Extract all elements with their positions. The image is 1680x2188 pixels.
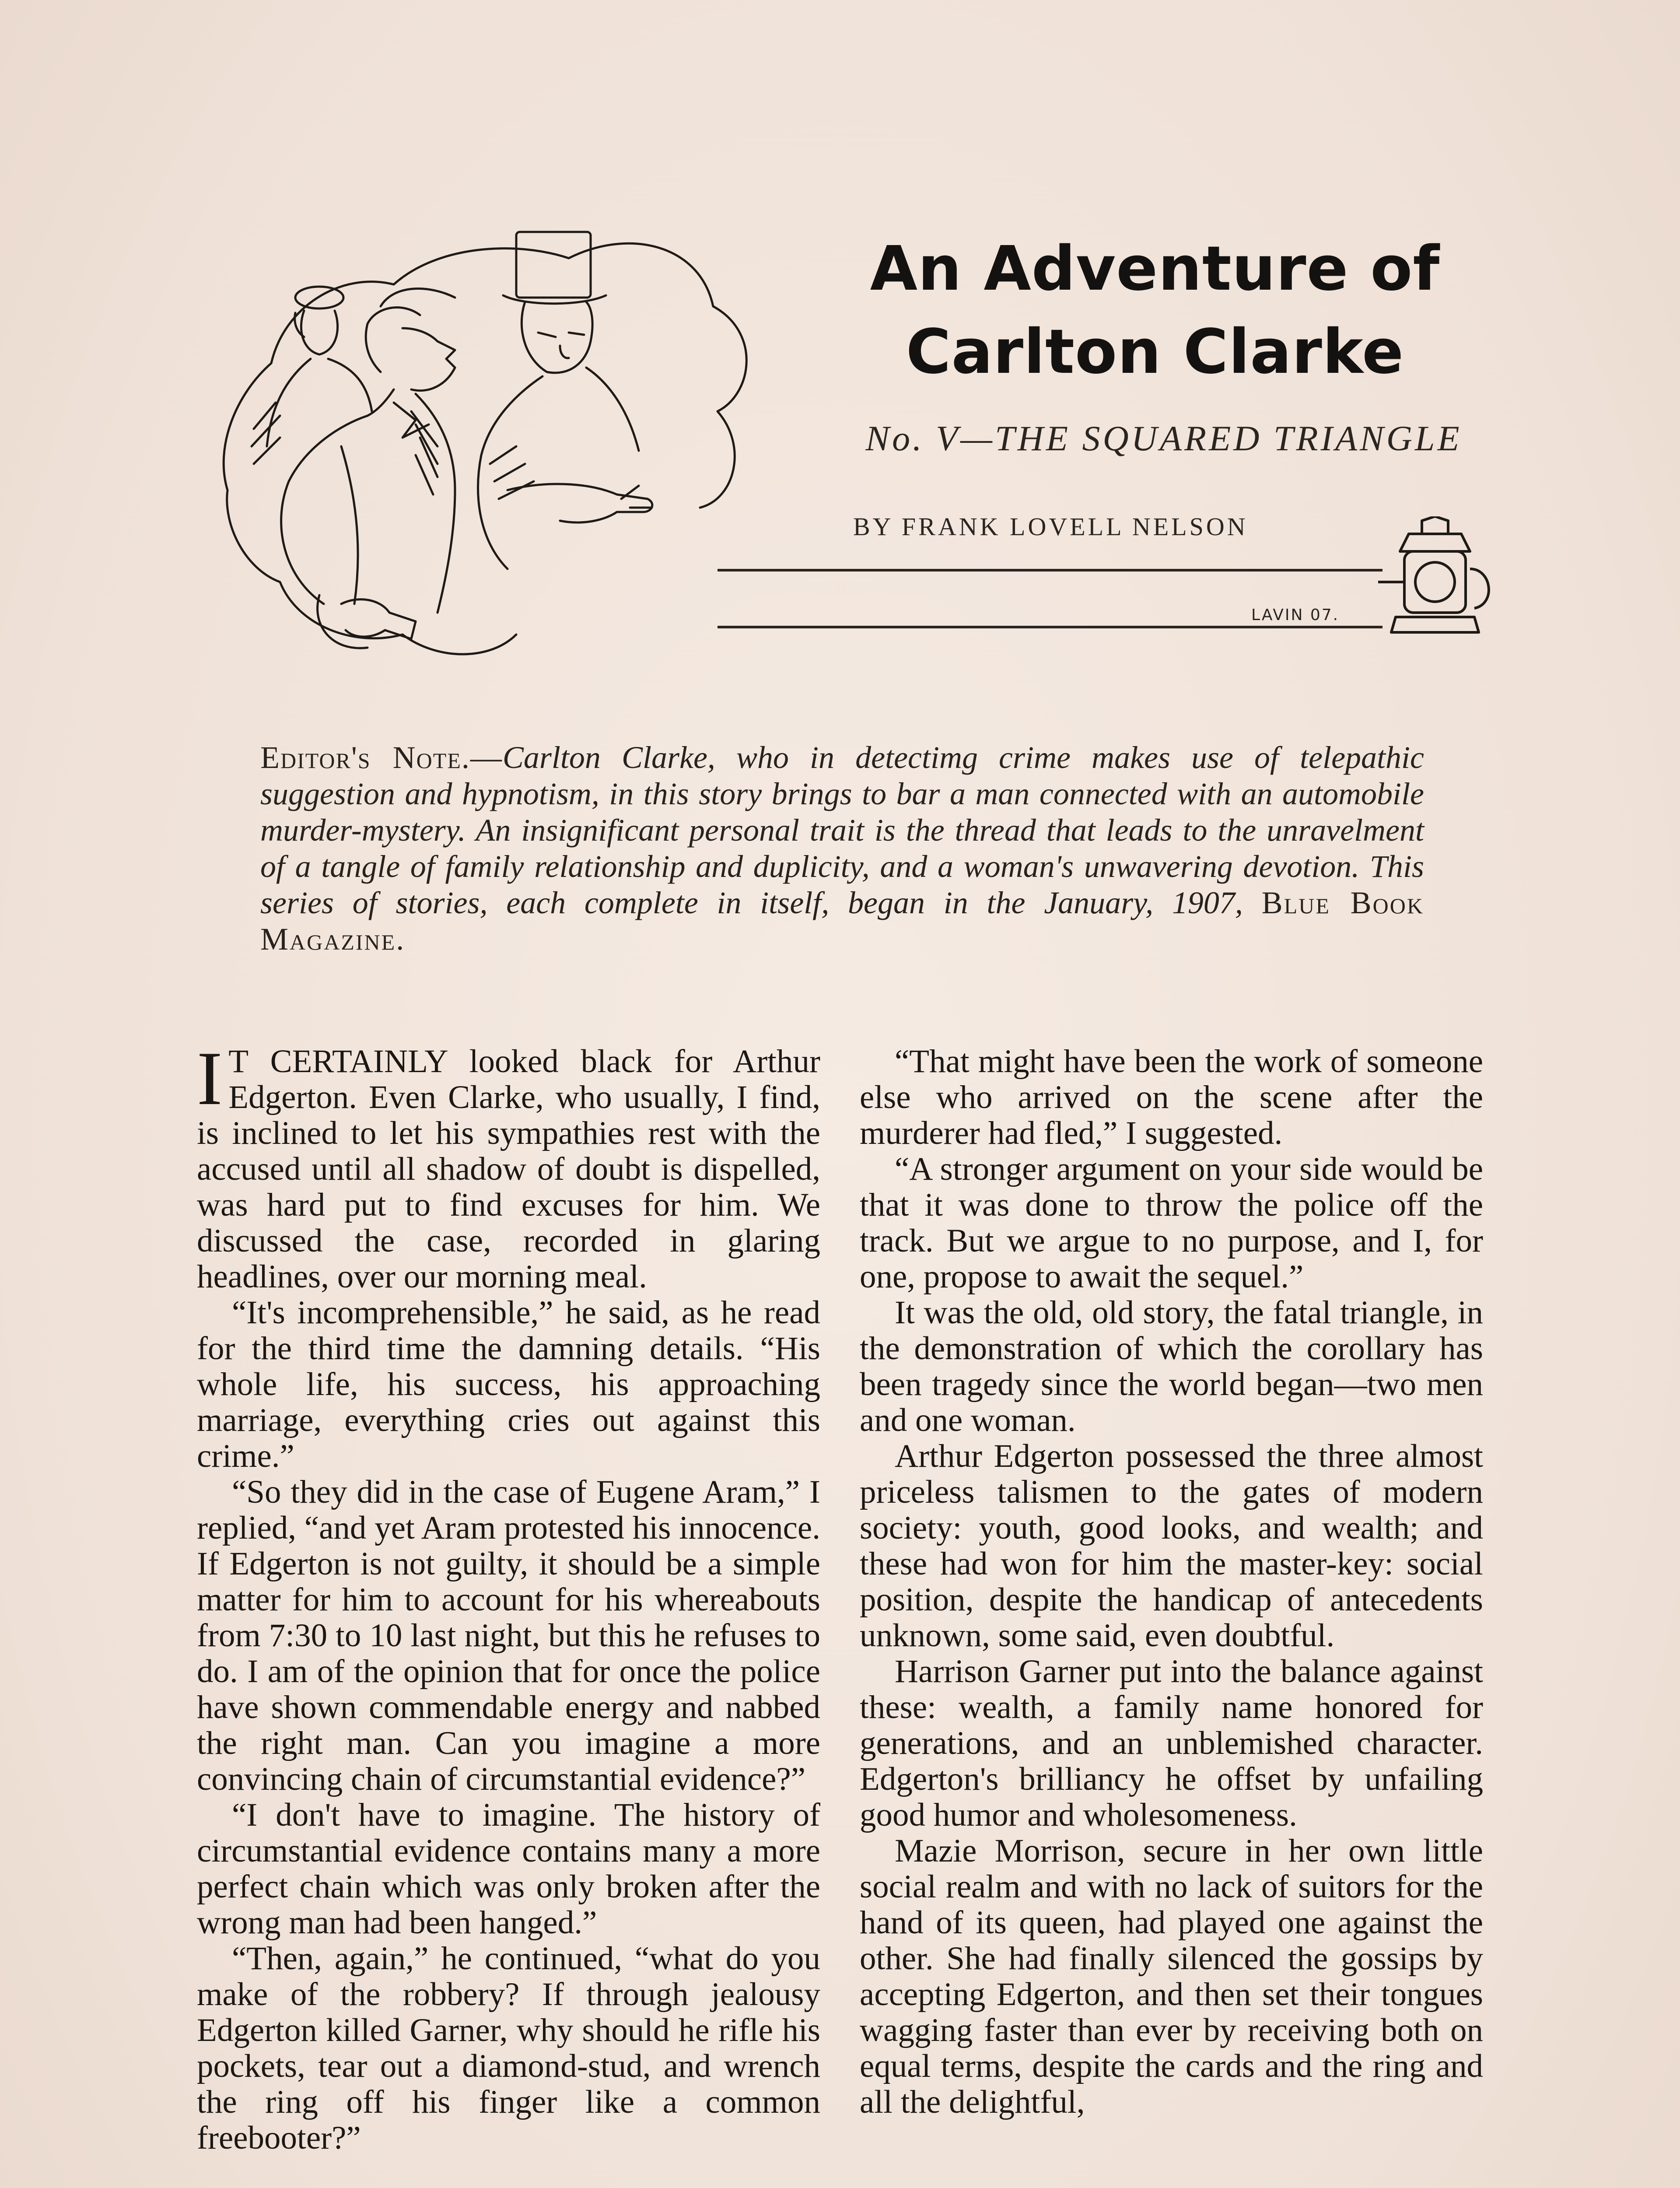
paragraph: Mazie Morrison, secure in her own little social realm and with no lack of suitors for the hand of its queen, had played one against the other. She had finally silenced the gossips by accepting Edgerton, and then set their tongues wagging faster than ever by receiving both on equal terms, despite the cards and the ring and all the delightful, <box>860 1833 1483 2120</box>
title-line-2: Carlton Clarke <box>906 316 1404 388</box>
editors-note-lead: Editor's Note.— <box>260 740 503 775</box>
paragraph: “It's incomprehensible,” he said, as he read for the third time the damning details. “His whole life, his success, his approaching marriage, everything cries out against this crime.” <box>197 1294 820 1474</box>
paragraph: Arthur Edgerton possessed the three almost priceless talismen to the gates of modern society: youth, good looks, and wealth; and these had won for him the master-key: social position, despite the handicap of antecedents unknown, some said, even doubtful. <box>860 1438 1483 1654</box>
header-rule-bottom <box>718 626 1382 628</box>
paragraph: “A stronger argument on your side would be that it was done to throw the police off the track. But we argue to no purpose, and I, for one, propose to await the sequel.” <box>860 1151 1483 1295</box>
editors-note-body: Carlton Clarke, who in detectimg crime makes use of telepathic suggestion and hypnotism, in this story brings to bar a man connected with an automobile murder-mystery. An insignificant personal trait is the thread that leads to the unravelment of a tangle of family relationship and duplicity, and a woman's unwavering devotion. This series of stories, each complete in itself, began in the January, 1907, <box>260 740 1424 920</box>
paragraph: It was the old, old story, the fatal triangle, in the demonstration of which the corollary has been tragedy since the world began—two men and one woman. <box>860 1294 1483 1438</box>
left-column <box>197 1036 820 2156</box>
paragraph: “That might have been the work of someone else who arrived on the scene after the murderer had fled,” I suggested. <box>860 1043 1483 1151</box>
magazine-name: Blue Book Magazine. <box>260 885 1424 957</box>
editors-note <box>260 740 1424 957</box>
right-column <box>860 1044 1483 2120</box>
paragraph: Harrison Garner put into the balance against these: wealth, a family name honored for generations, and an unblemished character. Edgerton's brilliancy he offset by unfailing good humor and wholesomeness. <box>860 1653 1483 1833</box>
header-illustration <box>210 219 796 683</box>
paragraph: “Then, again,” he continued, “what do you make of the robbery? If through jealousy Edgerton killed Garner, why should he rifle his pockets, tear out a diamond-stud, and wrench the ring off his finger like a common freebooter?” <box>197 1940 820 2156</box>
story-subtitle: No. V—THE SQUARED TRIANGLE <box>865 418 1462 458</box>
story-title <box>805 228 1505 394</box>
paragraph <box>197 1036 820 1295</box>
header-rule-top <box>718 569 1382 572</box>
paragraph-text: T CERTAINLY looked black for Arthur Edgerton. Even Clarke, who usually, I find, is inclined to let his sympathies rest with the accused until all shadow of doubt is dispelled, was hard put to find excuses for him. We discussed the case, recorded in glaring headlines, over our morning meal. <box>197 1043 820 1295</box>
drop-cap: I <box>197 1036 223 1121</box>
artist-signature: LAVIN 07. <box>1251 606 1340 624</box>
lantern-icon <box>1369 516 1501 639</box>
author-byline: BY FRANK LOVELL NELSON <box>853 512 1248 541</box>
paragraph: “So they did in the case of Eugene Aram,” I replied, “and yet Aram protested his innocence. If Edgerton is not guilty, it should be a simple matter for him to account for his whereabouts from 7:30 to 10 last night, but this he refuses to do. I am of the opinion that for once the police have shown commendable energy and nabbed the right man. Can you imagine a more convincing chain of circumstantial evidence?” <box>197 1474 820 1797</box>
paragraph: “I don't have to imagine. The history of circumstantial evidence contains many a more perfect chain which was only broken after the wrong man had been hanged.” <box>197 1797 820 1941</box>
title-line-1: An Adventure of <box>870 233 1440 305</box>
